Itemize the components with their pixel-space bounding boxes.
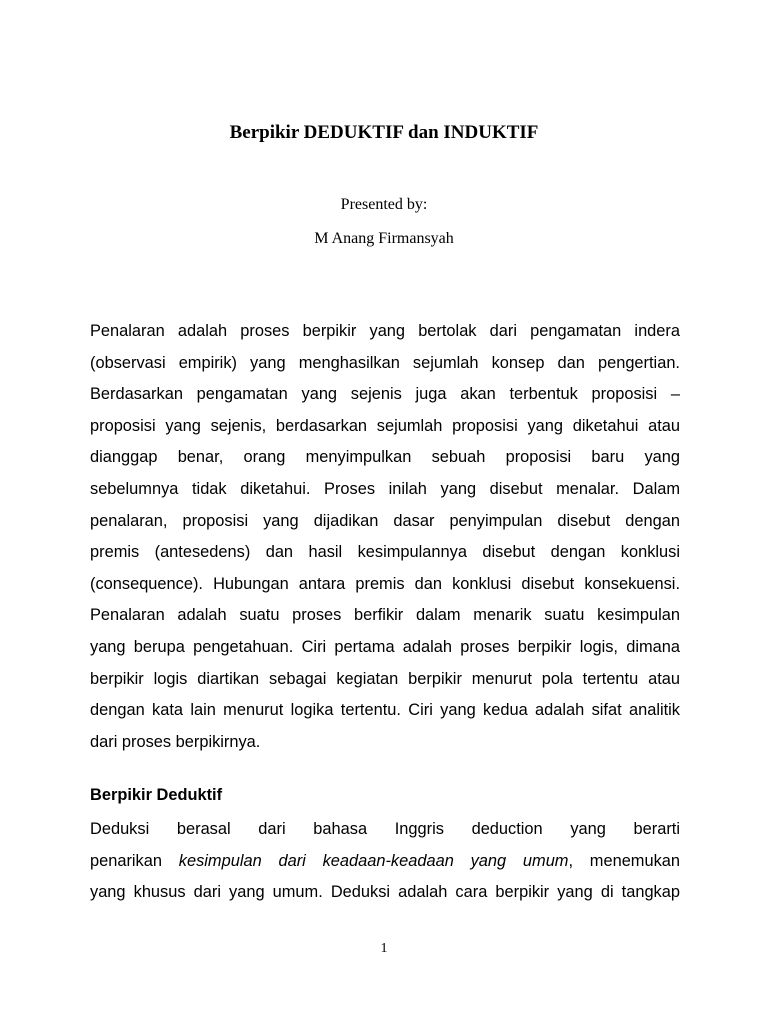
- paragraph-line: Deduksi berasal dari bahasa Inggris deduction yang berarti: [90, 820, 680, 838]
- italic-text-run: kesimpulan dari keadaan-keadaan yang umum: [178, 851, 569, 870]
- presented-by-label: Presented by:: [340, 196, 428, 213]
- paragraph-line: penalaran, proposisi yang dijadikan dasar penyimpulan disebut dengan: [90, 511, 680, 530]
- document-title: Berpikir DEDUKTIF dan INDUKTIF: [229, 122, 539, 143]
- paragraph-line: sebelumnya tidak diketahui. Proses inilah yang disebut menalar. Dalam: [90, 479, 680, 498]
- paragraph-line: dianggap benar, orang menyimpulkan sebuah proposisi baru yang: [90, 448, 680, 467]
- paragraph-line: (consequence). Hubungan antara premis dan konklusi disebut konsekuensi.: [90, 574, 680, 593]
- page-number: 1: [380, 941, 388, 956]
- paragraph-line: dengan kata lain menurut logika tertentu. Ciri yang kedua adalah sifat analitik: [90, 701, 680, 720]
- paragraph-line: dari proses berpikirnya.: [90, 732, 261, 751]
- paragraph-line: Berdasarkan pengamatan yang sejenis juga akan terbentuk proposisi –: [90, 385, 680, 404]
- paragraph-line: [90, 846, 680, 878]
- paragraph-line: (observasi empirik) yang menghasilkan sejumlah konsep dan pengertian.: [90, 353, 680, 372]
- author-name: M Anang Firmansyah: [314, 230, 454, 247]
- paragraph-line: premis (antesedens) dan hasil kesimpulannya disebut dengan konklusi: [90, 543, 680, 562]
- paragraph-penalaran: [90, 316, 680, 758]
- section-heading-deduktif: Berpikir Deduktif: [90, 786, 223, 804]
- paragraph-line: proposisi yang sejenis, berdasarkan sejumlah proposisi yang diketahui atau: [90, 416, 680, 435]
- text-run: penarikan: [90, 851, 179, 870]
- paragraph-line: yang khusus dari yang umum. Deduksi adalah cara berpikir yang di tangkap: [90, 883, 680, 902]
- paragraph-line: Penalaran adalah proses berpikir yang bertolak dari pengamatan indera: [90, 322, 680, 340]
- paragraph-line: Penalaran adalah suatu proses berfikir dalam menarik suatu kesimpulan: [90, 606, 680, 625]
- paragraph-deduksi: [90, 814, 680, 909]
- paragraph-line: berpikir logis diartikan sebagai kegiatan berpikir menurut pola tertentu atau: [90, 669, 680, 688]
- text-run: , menemukan: [568, 851, 680, 870]
- paragraph-line: yang berupa pengetahuan. Ciri pertama adalah proses berpikir logis, dimana: [90, 637, 680, 656]
